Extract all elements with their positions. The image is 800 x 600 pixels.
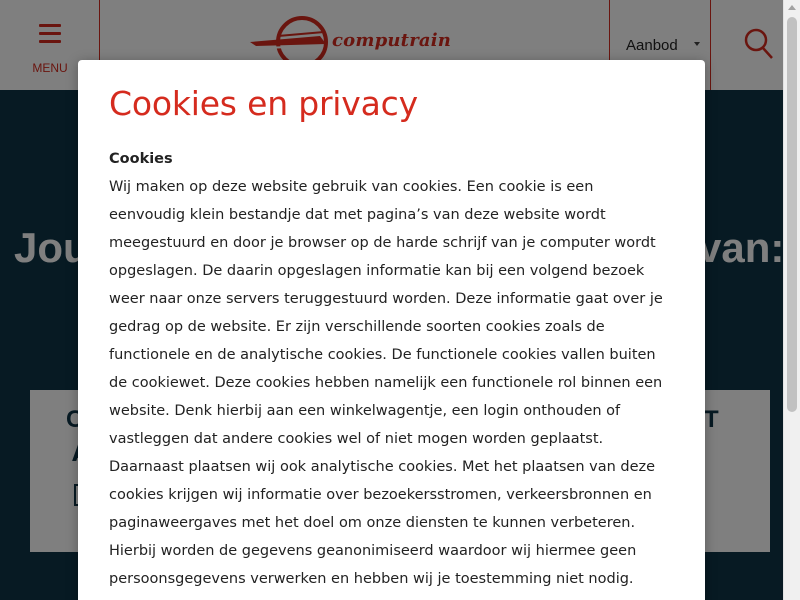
dialog-text-line: eenvoudig klein bestandje dat met pagina’s van deze website wordt bbox=[109, 207, 606, 223]
dialog-text-line: gedrag op de website. Er zijn verschillende soorten cookies zoals de bbox=[109, 319, 605, 335]
dialog-text-line: paginaweergaves met het doel om onze diensten te kunnen verbeteren. bbox=[109, 515, 636, 531]
dialog-text-line: de cookiewet. Deze cookies hebben namelijk een functionele rol binnen een bbox=[109, 375, 663, 391]
page-scrollbar[interactable] bbox=[783, 0, 800, 600]
dialog-text-line: vastleggen dat andere cookies wel of niet mogen worden geplaatst. bbox=[109, 431, 604, 447]
dialog-title: Cookies en privacy bbox=[109, 84, 418, 123]
dialog-text-line: meegestuurd en door je browser op de harde schrijf van je computer wordt bbox=[109, 235, 656, 251]
dialog-text-line: Daarnaast plaatsen wij ook analytische cookies. Met het plaatsen van deze bbox=[109, 459, 656, 475]
dialog-text-line: opgeslagen. De daarin opgeslagen informatie kan bij een volgend bezoek bbox=[109, 263, 645, 279]
cookie-privacy-dialog bbox=[78, 60, 705, 600]
dialog-text-line: Wij maken op deze website gebruik van cookies. Een cookie is een bbox=[109, 179, 594, 195]
dialog-subheading: Cookies bbox=[109, 151, 173, 167]
dialog-text-line: Hierbij worden de gegevens geanonimiseerd waardoor wij hiermee geen bbox=[109, 543, 637, 559]
dialog-body bbox=[109, 145, 679, 593]
scrollbar-thumb[interactable] bbox=[787, 17, 797, 412]
scroll-up-arrow-icon[interactable] bbox=[788, 5, 796, 10]
dialog-text-line: weer naar onze servers teruggestuurd worden. Deze informatie gaat over je bbox=[109, 291, 663, 307]
dialog-text-line: website. Denk hierbij aan een winkelwagentje, een login onthouden of bbox=[109, 403, 621, 419]
dialog-text-line: persoonsgegevens verwerken en hebben wij je toestemming niet nodig. bbox=[109, 571, 634, 587]
dialog-text-line: cookies krijgen wij informatie over bezoekersstromen, verkeersbronnen en bbox=[109, 487, 652, 503]
dialog-text-line: functionele en de analytische cookies. De functionele cookies vallen buiten bbox=[109, 347, 656, 363]
